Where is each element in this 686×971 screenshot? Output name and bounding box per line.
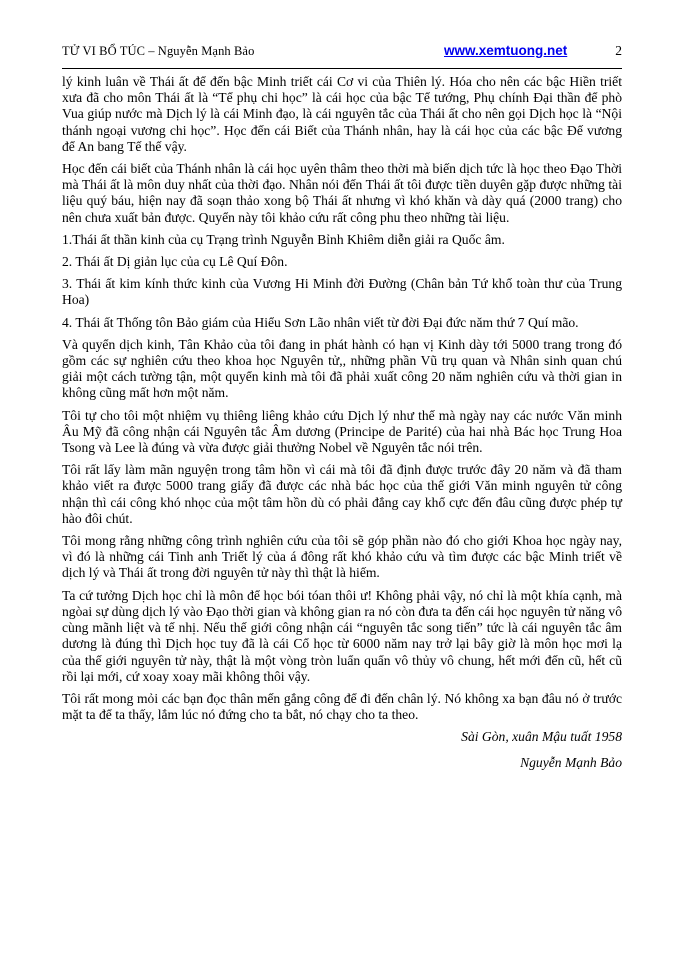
paragraph: 4. Thái ất Thống tôn Bảo giám của Hiểu Sơn Lão nhân viết từ đời Đại đức năm thứ 7 Quí mão. xyxy=(62,314,579,330)
signature-place-date: Sài Gòn, xuân Mậu tuất 1958 xyxy=(461,729,622,745)
paragraph: 2. Thái ất Dị giản lục của cụ Lê Quí Đôn. xyxy=(62,254,288,270)
signature-author: Nguyễn Mạnh Bảo xyxy=(520,754,622,770)
header-divider xyxy=(62,68,622,69)
paragraph: Ta cứ tưởng Dịch học chỉ là môn để học bói tóan thôi ư! Không phải vậy, nó chỉ là một khía cạnh, mà ngòai sự dùng dịch lý vào Đạo thời gian và không gian ra nó còn đưa ta đến cái học nguyên tử năng vô cùng mãnh liệt và tế nhị. Nếu thế giới công nhận cái “nguyên tắc song tiến” tức là cái nguyên tắc âm dương là đúng thì Dịch học tuy đã là cái Cổ học từ 6000 năm nay trở lại bây giờ là môn học mơi lạ của thế giới nguyên tử này, thật là một vòng tròn luẩn quẩn vô thủy vô chung, hết mới đến cũ, hết cũ rồi lại mới, cứ xoay xoay mãi không thôi vậy. xyxy=(62,587,622,684)
paragraph: Và quyển dịch kinh, Tân Khảo của tôi đang in phát hành có hạn vị Kinh dày tới 5000 trang trong đó gồm các sự nghiên cứu theo khoa học Nguyên tử,, những phần Vũ trụ quan và Nhân sinh quan chú giải một cách tường tận, một quyển kinh mà tôi đã phải xuất công 20 năm nghiên cứu và thời gian in không cũng mất hơn một năm. xyxy=(62,336,622,401)
website-link[interactable]: www.xemtuong.net xyxy=(444,43,568,58)
paragraph: Tôi tự cho tôi một nhiệm vụ thiêng liêng khảo cứu Dịch lý như thế mà ngày nay các nước Văn minh Âu Mỹ đã công nhận cái Nguyên tắc Âm dương (Principe de Parité) của hai nhà Bác học Trung Hoa Tsong và Lee là đúng và vừa được giải thưởng Nobel về Nguyên tắc nói trên. xyxy=(62,407,622,456)
paragraph: Tôi rất lấy làm mãn nguyện trong tâm hồn vì cái mà tôi đã định được trước đây 20 năm và đã tham khảo viết ra được 5000 trang giấy đã được các nhà bác học của thế giới Văn minh nguyên tử công nhận thì cái công khó nhọc của một tâm hồn dù có phải đắng cay khổ cực đến đâu cũng được phép tự hào đôi chút. xyxy=(62,462,622,526)
paragraph: Tôi rất mong mỏi các bạn đọc thân mến gắng công để đi đến chân lý. Nó không xa bạn đâu nó ở trước mặt ta để ta thấy, lắm lúc nó đứng cho ta bắt, nó chạy cho ta theo. xyxy=(62,690,622,723)
paragraph: lý kinh luân về Thái ất để đến bậc Minh triết cái Cơ vi của Thiên lý. Hóa cho nên các bậc Hiền triết xưa đã cho môn Thái ất là “Tể phụ chi học” là cái học của bậc Tể tướng, Phụ chính Đại thần để phò Vua giúp nước mà Dịch lý là cái Minh đạo, là cái nguyên tắc của Thái ất cho nên gọi Dịch học là “Nội thánh ngoại vương chi học”. Học đến cái Biết của Thánh nhân, hay là cái học của các bậc Đế vương để An bang Tế thế vậy. xyxy=(62,74,622,154)
page-header xyxy=(62,44,622,66)
document-body xyxy=(62,74,622,777)
header-title: TỬ VI BỔ TÚC – Nguyễn Mạnh Bảo xyxy=(62,44,255,58)
paragraph: 1.Thái ất thần kinh của cụ Trạng trình Nguyễn Bỉnh Khiêm diễn giải ra Quốc âm. xyxy=(62,231,505,247)
paragraph: 3. Thái ất kim kính thức kinh của Vương Hi Minh đời Đường (Chân bản Tứ khố toàn thư của Trung Hoa) xyxy=(62,276,622,308)
paragraph: Tôi mong rằng những công trình nghiên cứu của tôi sẽ góp phần nào đó cho giới Khoa học ngày nay, vì đó là những cái Tinh anh Triết lý của á đông rất khó khảo cứu và tìm được các bậc Minh triết về dịch lý và Thái ất trong đời nguyên tử này thì thật là hiếm. xyxy=(62,533,622,581)
paragraph: Học đến cái biết của Thánh nhân là cái học uyên thâm theo thời mà biến dịch tức là học theo Đạo Thời mà Thái ất là môn duy nhất của thời đạo. Nhân nói đến Thái ất tôi được tiền duyên gặp được những tài liệu quý báu, hiện nay đã soạn thảo xong bộ Thái ất nhưng vì khó khăn và dày quá (2000 trang) cho nên chưa xuất bản được. Quyển này tôi khảo cứu rất công phu theo những tài liệu. xyxy=(62,161,622,225)
page-number: 2 xyxy=(615,43,622,58)
